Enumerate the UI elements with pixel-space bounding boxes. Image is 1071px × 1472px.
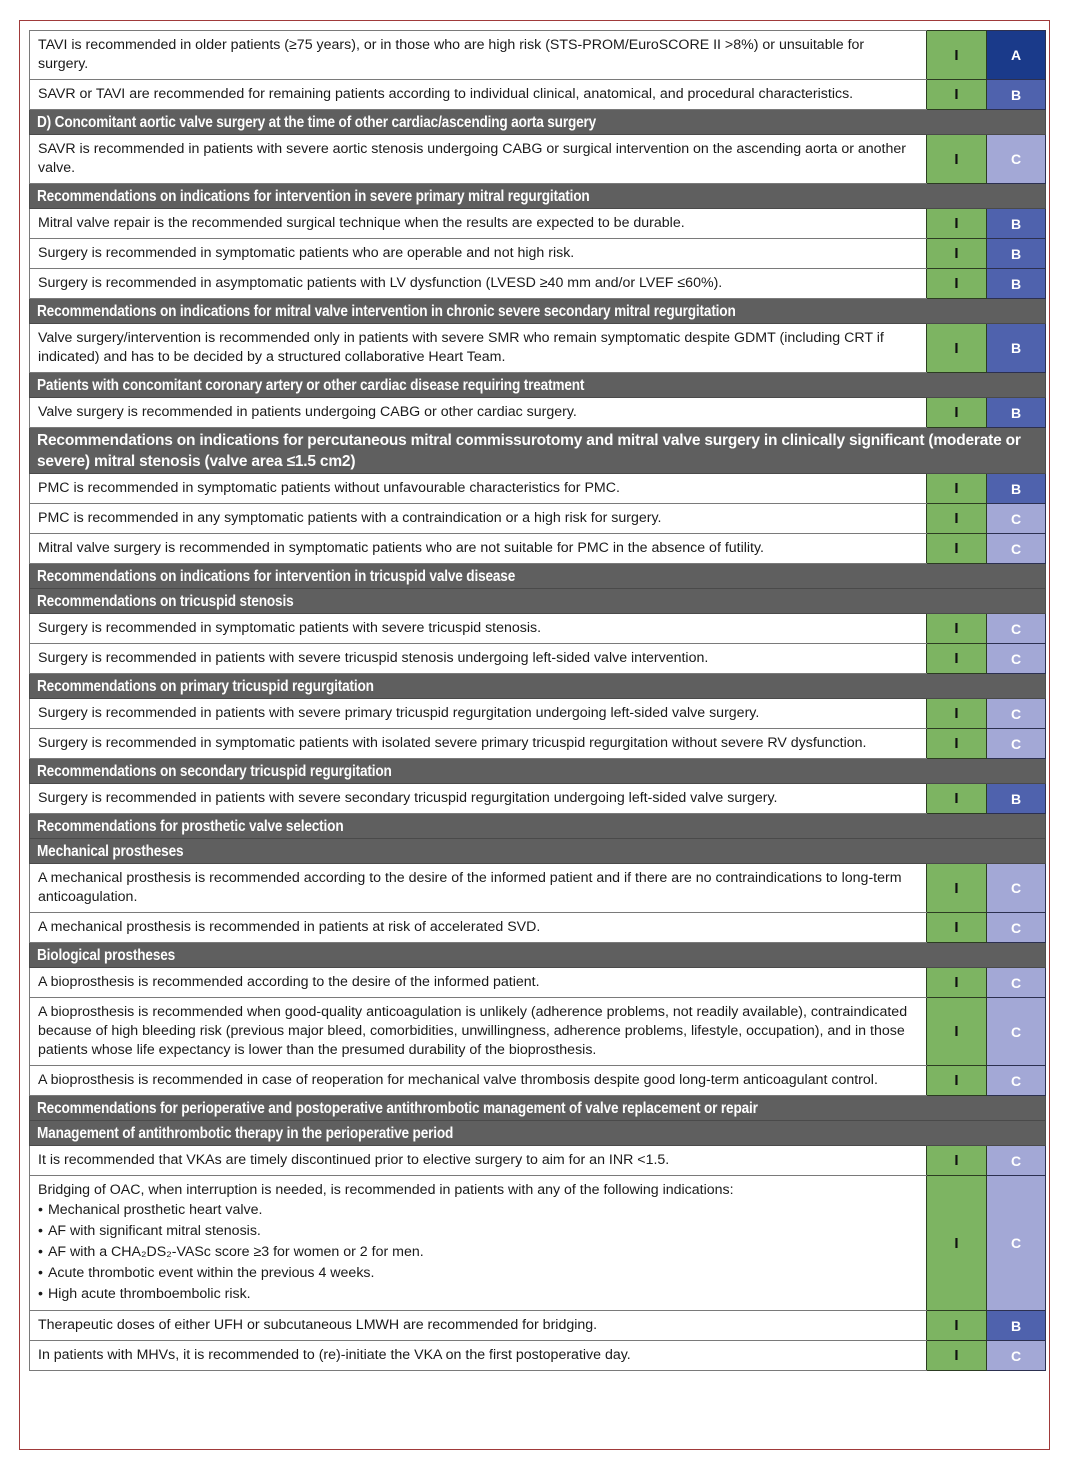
section-header-row — [30, 589, 1046, 614]
section-header-row — [30, 110, 1046, 135]
class-badge: I — [927, 913, 987, 943]
recommendation-text: PMC is recommended in symptomatic patients without unfavourable characteristics for PMC. — [38, 480, 620, 496]
recommendation-row — [30, 699, 1046, 729]
recommendation-text: Surgery is recommended in patients with severe secondary tricuspid regurgitation undergoing left-sided valve surgery. — [38, 790, 778, 806]
level-badge: C — [987, 1176, 1046, 1311]
section-header-text: Mechanical prostheses — [37, 843, 184, 860]
level-badge: C — [987, 614, 1046, 644]
recommendation-cell — [30, 913, 927, 943]
class-badge: I — [927, 209, 987, 239]
recommendation-text: It is recommended that VKAs are timely discontinued prior to elective surgery to aim for an INR <1.5. — [38, 1152, 670, 1168]
section-header-row — [30, 814, 1046, 839]
recommendation-row — [30, 1311, 1046, 1341]
recommendation-text: Surgery is recommended in patients with severe tricuspid stenosis undergoing left-sided valve intervention. — [38, 650, 709, 666]
recommendation-row — [30, 913, 1046, 943]
class-badge: I — [927, 998, 987, 1066]
recommendation-text: Mitral valve surgery is recommended in symptomatic patients who are not suitable for PMC in the absence of futility. — [38, 540, 764, 556]
level-badge: A — [987, 31, 1046, 80]
class-badge: I — [927, 1066, 987, 1096]
level-badge: B — [987, 784, 1046, 814]
recommendation-row — [30, 1341, 1046, 1371]
recommendation-cell — [30, 1066, 927, 1096]
class-badge: I — [927, 474, 987, 504]
class-badge: I — [927, 1176, 987, 1311]
recommendation-row — [30, 398, 1046, 428]
recommendation-cell — [30, 644, 927, 674]
recommendations-table — [29, 30, 1046, 1371]
recommendation-text: SAVR is recommended in patients with severe aortic stenosis undergoing CABG or surgical intervention on the ascending aorta or another valve. — [38, 141, 907, 176]
recommendation-row — [30, 474, 1046, 504]
section-header-row — [30, 839, 1046, 864]
section-header-text: Recommendations on tricuspid stenosis — [37, 593, 294, 610]
class-badge: I — [927, 239, 987, 269]
recommendation-cell — [30, 269, 927, 299]
recommendation-row — [30, 135, 1046, 184]
recommendation-row — [30, 1146, 1046, 1176]
recommendation-row — [30, 998, 1046, 1066]
recommendation-row — [30, 31, 1046, 80]
section-header — [30, 759, 1046, 784]
level-badge: C — [987, 913, 1046, 943]
section-header-text: Management of antithrombotic therapy in the perioperative period — [37, 1125, 454, 1142]
indication-item: • Mechanical prosthetic heart valve. — [38, 1200, 918, 1221]
level-badge: B — [987, 269, 1046, 299]
class-badge: I — [927, 534, 987, 564]
recommendation-cell — [30, 504, 927, 534]
recommendation-row — [30, 239, 1046, 269]
section-header-text: Recommendations on indications for intervention in tricuspid valve disease — [37, 568, 516, 585]
level-badge: B — [987, 324, 1046, 373]
class-badge: I — [927, 398, 987, 428]
class-badge: I — [927, 31, 987, 80]
level-badge: C — [987, 998, 1046, 1066]
recommendation-cell — [30, 699, 927, 729]
recommendation-cell — [30, 239, 927, 269]
class-badge: I — [927, 1146, 987, 1176]
recommendation-cell — [30, 209, 927, 239]
section-header — [30, 184, 1046, 209]
class-badge: I — [927, 1311, 987, 1341]
recommendation-cell — [30, 474, 927, 504]
recommendation-cell — [30, 31, 927, 80]
recommendation-text: A mechanical prosthesis is recommended according to the desire of the informed patient and if there are no contraindications to long-term anticoagulation. — [38, 870, 902, 905]
recommendation-row — [30, 1176, 1046, 1311]
level-badge: B — [987, 474, 1046, 504]
section-header-text: Recommendations on indications for intervention in severe primary mitral regurgitation — [37, 188, 590, 205]
class-badge: I — [927, 80, 987, 110]
section-header — [30, 589, 1046, 614]
section-header-text: D) Concomitant aortic valve surgery at the time of other cardiac/ascending aorta surgery — [37, 114, 597, 131]
indication-item: • High acute thromboembolic risk. — [38, 1284, 918, 1305]
recommendation-text: PMC is recommended in any symptomatic patients with a contraindication or a high risk for surgery. — [38, 510, 662, 526]
level-badge: B — [987, 1311, 1046, 1341]
recommendation-row — [30, 1066, 1046, 1096]
recommendation-row — [30, 504, 1046, 534]
level-badge: C — [987, 1341, 1046, 1371]
recommendation-text: Mitral valve repair is the recommended surgical technique when the results are expected to be durable. — [38, 215, 685, 231]
recommendation-text: Valve surgery is recommended in patients undergoing CABG or other cardiac surgery. — [38, 404, 577, 420]
section-header-row — [30, 564, 1046, 589]
section-header — [30, 1096, 1046, 1121]
recommendation-cell — [30, 998, 927, 1066]
level-badge: B — [987, 209, 1046, 239]
level-badge: B — [987, 80, 1046, 110]
section-header-text: Recommendations for prosthetic valve selection — [37, 818, 344, 835]
section-header-text: Recommendations on secondary tricuspid regurgitation — [37, 763, 392, 780]
level-badge: B — [987, 398, 1046, 428]
recommendation-row — [30, 209, 1046, 239]
section-header-row — [30, 674, 1046, 699]
class-badge: I — [927, 699, 987, 729]
recommendation-cell — [30, 1146, 927, 1176]
section-header-text: Recommendations on indications for percutaneous mitral commissurotomy and mitral valve surgery in clinically significant (moderate or severe) mitral stenosis (valve area ≤1.5 cm2) — [37, 432, 1021, 470]
level-badge: C — [987, 968, 1046, 998]
level-badge: C — [987, 1146, 1046, 1176]
section-header-row — [30, 184, 1046, 209]
section-header-row — [30, 299, 1046, 324]
section-header — [30, 299, 1046, 324]
section-header-text: Patients with concomitant coronary artery or other cardiac disease requiring treatment — [37, 377, 585, 394]
recommendation-cell — [30, 1176, 927, 1311]
section-header-row — [30, 943, 1046, 968]
section-header — [30, 839, 1046, 864]
class-badge: I — [927, 864, 987, 913]
indication-item: • AF with significant mitral stenosis. — [38, 1221, 918, 1242]
section-header — [30, 1121, 1046, 1146]
recommendation-row — [30, 729, 1046, 759]
recommendation-row — [30, 784, 1046, 814]
level-badge: C — [987, 1066, 1046, 1096]
recommendation-text: A mechanical prosthesis is recommended in patients at risk of accelerated SVD. — [38, 919, 541, 935]
recommendation-text: A bioprosthesis is recommended when good-quality anticoagulation is unlikely (adherence problems, not readily available), contraindicated because of high bleeding risk (previous major bleed, comorbidities, unwillingness, adherence problems, lifestyle, occupation), and in those patients whose life expectancy is lower than the presumed durability of the bioprosthesis. — [38, 1004, 908, 1058]
recommendation-row — [30, 534, 1046, 564]
recommendation-cell — [30, 1341, 927, 1371]
class-badge: I — [927, 1341, 987, 1371]
recommendation-cell — [30, 968, 927, 998]
section-header — [30, 110, 1046, 135]
recommendations-table-body — [30, 31, 1046, 1371]
class-badge: I — [927, 729, 987, 759]
recommendation-row — [30, 80, 1046, 110]
recommendation-row — [30, 644, 1046, 674]
section-header-row — [30, 759, 1046, 784]
section-header-text: Recommendations for perioperative and postoperative antithrombotic management of valve replacement or repair — [37, 1100, 758, 1117]
section-header-row — [30, 1096, 1046, 1121]
recommendation-text: Valve surgery/intervention is recommended only in patients with severe SMR who remain symptomatic despite GDMT (including CRT if indicated) and has to be decided by a structured collaborative Heart Team. — [38, 330, 884, 365]
recommendation-text: Surgery is recommended in asymptomatic patients with LV dysfunction (LVESD ≥40 mm and/or LVEF ≤60%). — [38, 275, 723, 291]
recommendation-text: A bioprosthesis is recommended in case of reoperation for mechanical valve thrombosis despite good long-term anticoagulant control. — [38, 1072, 878, 1088]
level-badge: C — [987, 644, 1046, 674]
class-badge: I — [927, 135, 987, 184]
section-header-row — [30, 373, 1046, 398]
recommendation-text: SAVR or TAVI are recommended for remaining patients according to individual clinical, anatomical, and procedural characteristics. — [38, 86, 854, 102]
section-header-text: Biological prostheses — [37, 947, 176, 964]
recommendation-text: Surgery is recommended in symptomatic patients with severe tricuspid stenosis. — [38, 620, 542, 636]
recommendation-cell — [30, 398, 927, 428]
recommendation-text: Therapeutic doses of either UFH or subcutaneous LMWH are recommended for bridging. — [38, 1317, 598, 1333]
level-badge: C — [987, 504, 1046, 534]
class-badge: I — [927, 784, 987, 814]
class-badge: I — [927, 269, 987, 299]
indication-item: • Acute thrombotic event within the previous 4 weeks. — [38, 1263, 918, 1284]
level-badge: C — [987, 534, 1046, 564]
recommendation-cell — [30, 864, 927, 913]
section-header — [30, 674, 1046, 699]
class-badge: I — [927, 614, 987, 644]
recommendation-row — [30, 324, 1046, 373]
indication-list — [38, 1200, 918, 1305]
recommendation-row — [30, 269, 1046, 299]
recommendation-text: Surgery is recommended in symptomatic patients with isolated severe primary tricuspid regurgitation without severe RV dysfunction. — [38, 735, 867, 751]
recommendation-cell — [30, 534, 927, 564]
level-badge: B — [987, 239, 1046, 269]
recommendation-cell — [30, 729, 927, 759]
level-badge: C — [987, 729, 1046, 759]
section-header — [30, 943, 1046, 968]
section-header — [30, 814, 1046, 839]
recommendation-row — [30, 864, 1046, 913]
section-header — [30, 373, 1046, 398]
recommendation-row — [30, 968, 1046, 998]
recommendation-text: Bridging of OAC, when interruption is needed, is recommended in patients with any of the following indications: — [38, 1182, 734, 1198]
class-badge: I — [927, 504, 987, 534]
recommendation-cell — [30, 135, 927, 184]
recommendation-text: Surgery is recommended in symptomatic patients who are operable and not high risk. — [38, 245, 575, 261]
recommendation-cell — [30, 1311, 927, 1341]
section-header-text: Recommendations on primary tricuspid regurgitation — [37, 678, 374, 695]
recommendation-cell — [30, 614, 927, 644]
section-header-row — [30, 428, 1046, 474]
level-badge: C — [987, 135, 1046, 184]
recommendation-text: A bioprosthesis is recommended according to the desire of the informed patient. — [38, 974, 540, 990]
recommendation-text: In patients with MHVs, it is recommended to (re)-initiate the VKA on the first postoperative day. — [38, 1347, 631, 1363]
section-header — [30, 564, 1046, 589]
level-badge: C — [987, 864, 1046, 913]
section-header-row — [30, 1121, 1046, 1146]
class-badge: I — [927, 324, 987, 373]
recommendation-cell — [30, 80, 927, 110]
section-header-text: Recommendations on indications for mitral valve intervention in chronic severe secondary mitral regurgitation — [37, 303, 736, 320]
indication-item: • AF with a CHA₂DS₂-VASc score ≥3 for women or 2 for men. — [38, 1242, 918, 1263]
recommendation-text: Surgery is recommended in patients with severe primary tricuspid regurgitation undergoing left-sided valve surgery. — [38, 705, 760, 721]
class-badge: I — [927, 644, 987, 674]
recommendation-text: TAVI is recommended in older patients (≥75 years), or in those who are high risk (STS-PROM/EuroSCORE II >8%) or unsuitable for surgery. — [38, 37, 865, 72]
class-badge: I — [927, 968, 987, 998]
recommendation-cell — [30, 784, 927, 814]
level-badge: C — [987, 699, 1046, 729]
recommendation-cell — [30, 324, 927, 373]
section-header — [30, 428, 1046, 474]
recommendation-row — [30, 614, 1046, 644]
